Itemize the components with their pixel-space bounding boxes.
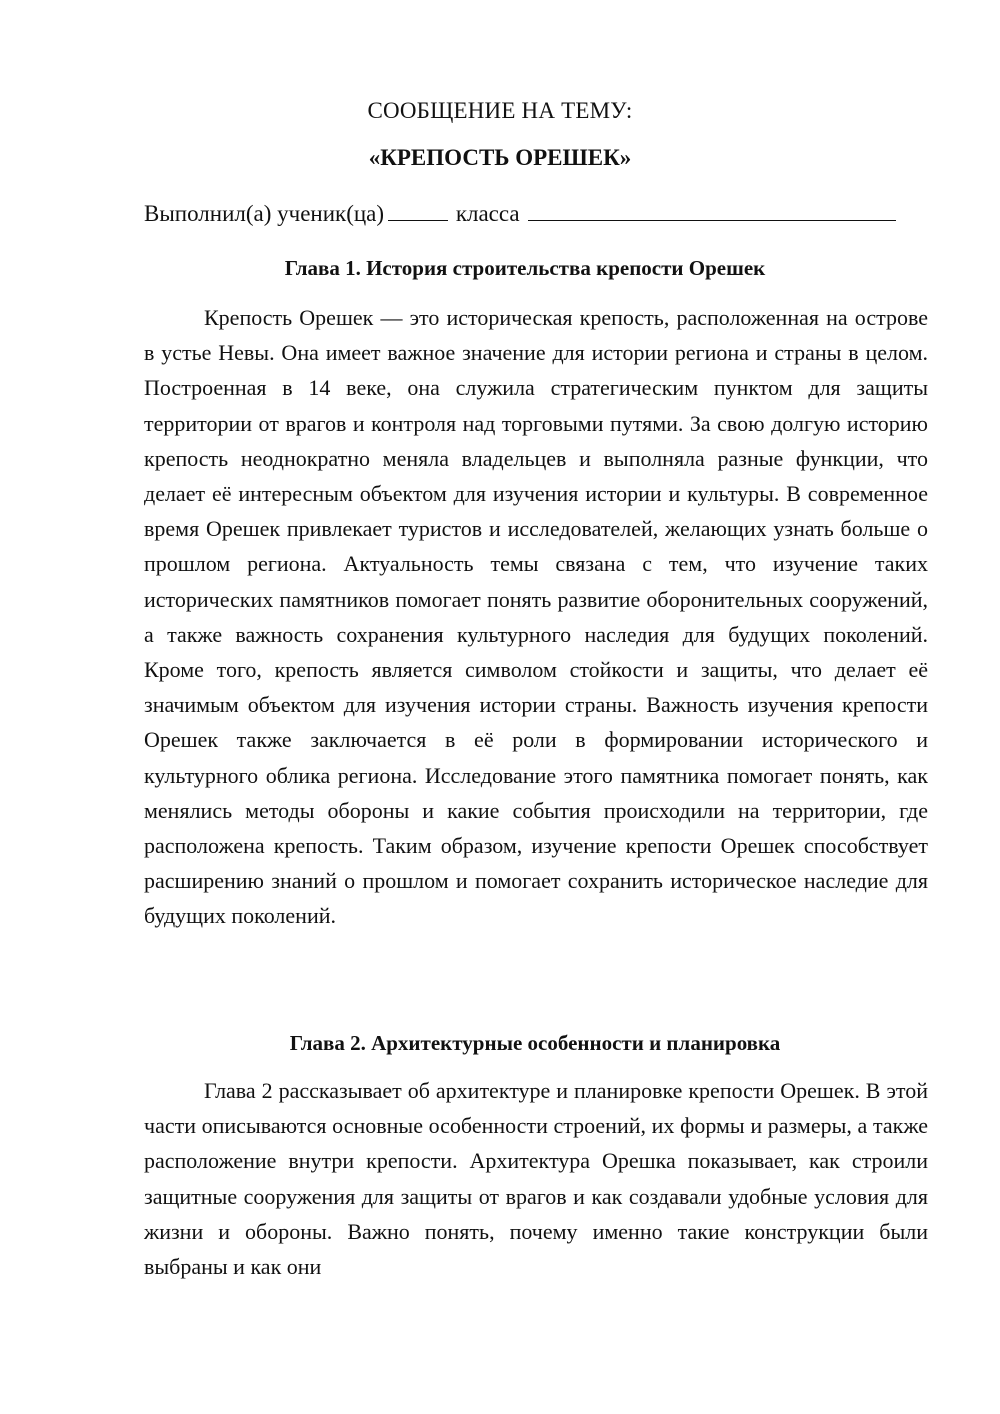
chapter-1-heading: Глава 1. История строительства крепости Орешек (284, 256, 766, 280)
chapter-2-paragraph: Глава 2 рассказывает об архитектуре и планировке крепости Орешек. В этой части описываются основные особенности строений, их формы и размеры, а также расположение внутри крепости. Архитектура Орешка показывает, как строили защитные сооружения для защиты от врагов и как создавали удобные условия для жизни и обороны. Важно понять, почему именно такие конструкции были выбраны и как они (144, 1078, 928, 1280)
document-title-line-2: «КРЕПОСТЬ ОРЕШЕК» (368, 145, 632, 170)
name-blank (528, 198, 896, 221)
chapter-2-heading: Глава 2. Архитектурные особенности и планировка (289, 1031, 781, 1055)
author-class-word: класса (455, 201, 520, 226)
author-prefix: Выполнил(а) ученик(ца) (144, 201, 385, 226)
chapter-1-paragraph: Крепость Орешек — это историческая крепость, расположенная на острове в устье Невы. Она имеет важное значение для истории региона и страны в целом. Построенная в 14 веке, она служила стратегическим пунктом для защиты территории от врагов и контроля над торговыми путями. За свою долгую историю крепость неоднократно меняла владельцев и выполняла разные функции, что делает её интересным объектом для изучения истории и культуры. В современное время Орешек привлекает туристов и исследователей, желающих узнать больше о прошлом региона. Актуальность темы связана с тем, что изучение таких исторических памятников помогает понять развитие оборонительных сооружений, а также важность сохранения культурного наследия для будущих поколений. Кроме того, крепость является символом стойкости и защиты, что делает её значимым объектом для изучения истории страны. Важность изучения крепости Орешек также заключается в её роли в формировании исторического и культурного облика региона. Исследование этого памятника помогает понять, как менялись методы обороны и какие события происходили на территории, где расположена крепость. Таким образом, изучение крепости Орешек способствует расширению знаний о прошлом и помогает сохранить историческое наследие для будущих поколений. (144, 305, 928, 929)
author-line (144, 198, 934, 229)
grade-blank (388, 198, 448, 221)
document-title-line-1: СООБЩЕНИЕ НА ТЕМУ: (367, 98, 633, 123)
